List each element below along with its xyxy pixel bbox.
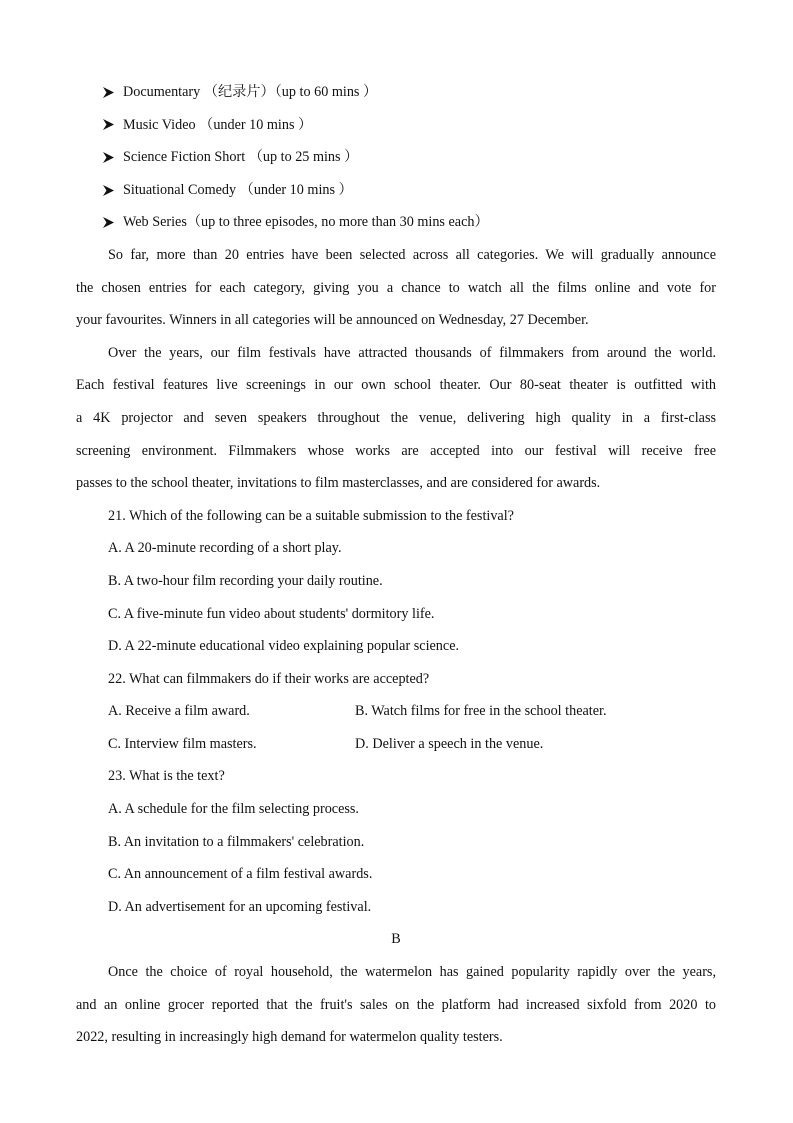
- paragraph-line: Over the years, our film festivals have attracted thousands of filmmakers from around the world.: [108, 344, 716, 361]
- paragraph-line: Each festival features live screenings in our own school theater. Our 80-seat theater is outfitted with: [76, 377, 716, 394]
- answer-option: A. A schedule for the film selecting process.: [108, 801, 359, 818]
- question-23: [76, 760, 716, 923]
- answer-option: B. An invitation to a filmmakers' celebration.: [108, 833, 365, 850]
- list-item: [76, 141, 716, 174]
- question-22: [76, 663, 716, 761]
- list-item: [76, 109, 716, 142]
- list-item: [76, 76, 716, 109]
- list-item: [76, 174, 716, 207]
- arrow-bullet-icon: [102, 206, 116, 239]
- answer-option: D. A 22-minute educational video explaining popular science.: [108, 638, 460, 655]
- answer-option: A. Receive a film award.: [108, 703, 250, 720]
- list-item-text: Web Series（up to three episodes, no more than 30 mins each）: [123, 214, 489, 231]
- section-b: [76, 923, 716, 1053]
- paragraph-festival: [76, 337, 716, 500]
- paragraph-line: and an online grocer reported that the fruit's sales on the platform had increased sixfold from 2020 to: [76, 996, 716, 1013]
- answer-option: D. Deliver a speech in the venue.: [355, 735, 544, 752]
- answer-option-row: [76, 728, 716, 761]
- paragraph-line: 2022, resulting in increasingly high demand for watermelon quality testers.: [76, 1029, 503, 1046]
- answer-option: C. A five-minute fun video about students' dormitory life.: [108, 605, 435, 622]
- question-text: 23. What is the text?: [108, 768, 225, 785]
- paragraph-line: your favourites. Winners in all categories will be announced on Wednesday, 27 December.: [76, 312, 589, 329]
- paragraph-line: the chosen entries for each category, giving you a chance to watch all the films online and vote for: [76, 279, 716, 296]
- paragraph-line: Once the choice of royal household, the watermelon has gained popularity rapidly over the years,: [108, 964, 716, 981]
- arrow-bullet-icon: [102, 76, 116, 109]
- answer-option: D. An advertisement for an upcoming festival.: [108, 898, 372, 915]
- arrow-bullet-icon: [102, 174, 116, 207]
- question-text: 22. What can filmmakers do if their works are accepted?: [108, 670, 430, 687]
- question-21: [76, 500, 716, 663]
- document-page: [76, 76, 716, 1054]
- paragraph-line: a 4K projector and seven speakers throughout the venue, delivering high quality in a first-class: [76, 409, 716, 426]
- paragraph-selection: [76, 239, 716, 337]
- answer-option-row: [76, 695, 716, 728]
- answer-option: B. A two-hour film recording your daily routine.: [108, 572, 383, 589]
- list-item-text: Situational Comedy （under 10 mins ）: [123, 181, 353, 198]
- list-item-text: Science Fiction Short （up to 25 mins ）: [123, 149, 359, 166]
- answer-option: B. Watch films for free in the school theater.: [355, 703, 607, 720]
- list-item-text: Documentary （纪录片）（up to 60 mins ）: [123, 84, 378, 100]
- arrow-bullet-icon: [102, 141, 116, 174]
- paragraph-line: screening environment. Filmmakers whose works are accepted into our festival will receive free: [76, 442, 716, 459]
- answer-option: C. An announcement of a film festival awards.: [108, 866, 373, 883]
- question-text: 21. Which of the following can be a suitable submission to the festival?: [108, 507, 514, 524]
- paragraph-line: So far, more than 20 entries have been selected across all categories. We will gradually announce: [108, 246, 716, 263]
- arrow-bullet-icon: [102, 109, 116, 142]
- answer-option: A. A 20-minute recording of a short play.: [108, 540, 342, 557]
- paragraph-line: passes to the school theater, invitations to film masterclasses, and are considered for awards.: [76, 475, 601, 492]
- list-item-text: Music Video （under 10 mins ）: [123, 116, 313, 133]
- list-item: [76, 206, 716, 239]
- category-list: [76, 76, 716, 239]
- answer-option: C. Interview film masters.: [108, 735, 257, 752]
- section-heading: B: [391, 931, 401, 948]
